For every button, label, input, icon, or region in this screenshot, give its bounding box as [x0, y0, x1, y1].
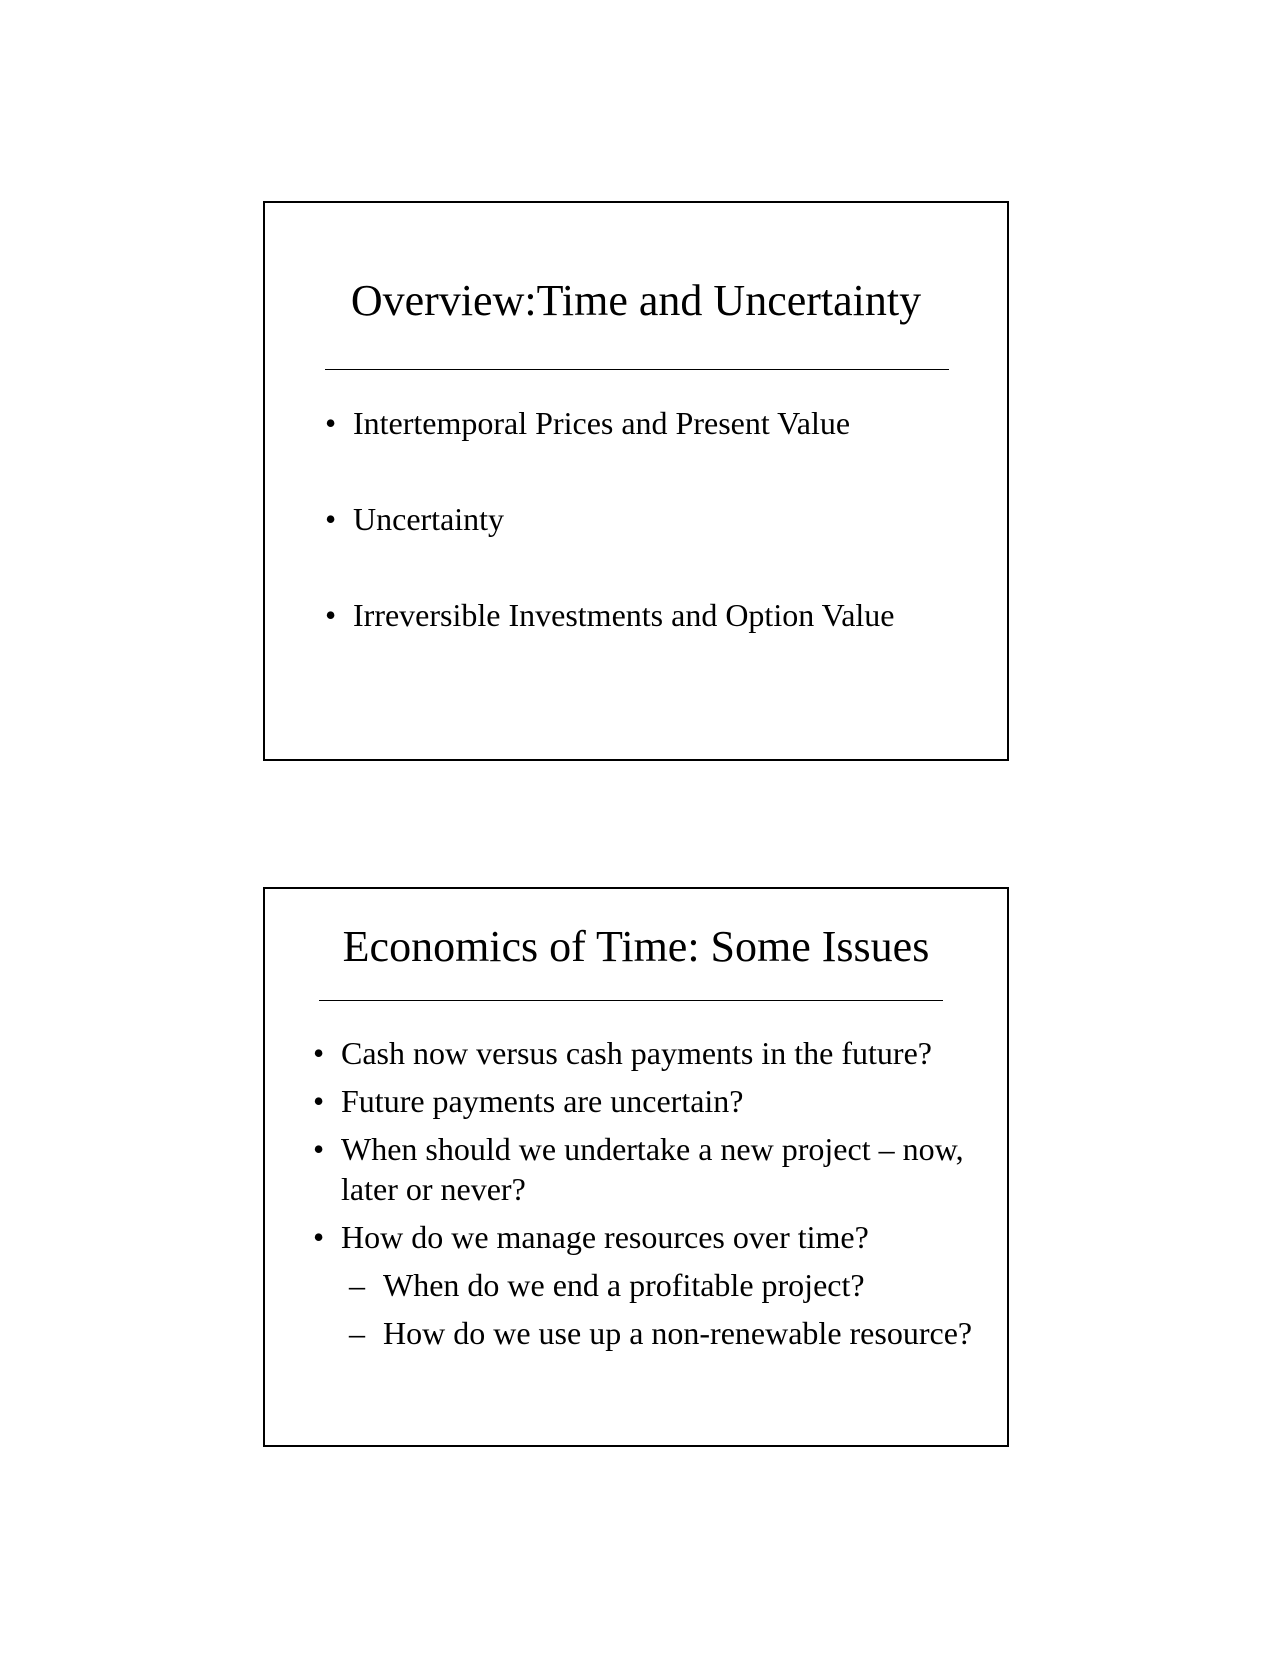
title-divider — [319, 1000, 943, 1001]
bullet-list — [313, 1033, 993, 1361]
sub-bullet-text: When do we end a profitable project? — [383, 1267, 865, 1303]
bullet-icon: • — [325, 501, 337, 537]
bullet-text: Intertemporal Prices and Present Value — [353, 405, 851, 441]
bullet-text: Future payments are uncertain? — [341, 1083, 744, 1119]
bullet-text: How do we manage resources over time? — [341, 1219, 869, 1255]
bullet-icon: • — [313, 1035, 325, 1071]
dash-icon: – — [349, 1315, 365, 1351]
sub-bullet-text: How do we use up a non-renewable resource? — [383, 1315, 973, 1351]
bullet-icon: • — [313, 1131, 325, 1167]
bullet-text: Irreversible Investments and Option Value — [353, 597, 895, 633]
bullet-item — [313, 1217, 993, 1353]
sub-bullet-item — [349, 1265, 993, 1305]
bullet-text: When should we undertake a new project – now, later or never? — [341, 1131, 964, 1207]
bullet-text: Cash now versus cash payments in the future? — [341, 1035, 932, 1071]
sub-bullet-item — [349, 1313, 993, 1353]
slide-title: Economics of Time: Some Issues — [342, 922, 930, 971]
sub-bullet-list — [341, 1265, 993, 1353]
bullet-icon: • — [313, 1083, 325, 1119]
bullet-item — [325, 403, 985, 443]
bullet-icon: • — [313, 1219, 325, 1255]
bullet-item — [313, 1033, 993, 1073]
bullet-item — [325, 499, 985, 539]
bullet-icon: • — [325, 597, 337, 633]
bullet-text: Uncertainty — [353, 501, 505, 537]
bullet-item — [313, 1129, 993, 1209]
slide-overview — [263, 201, 1009, 761]
title-divider — [325, 369, 949, 370]
bullet-list — [325, 403, 985, 691]
bullet-item — [325, 595, 985, 635]
dash-icon: – — [349, 1267, 365, 1303]
bullet-item — [313, 1081, 993, 1121]
bullet-icon: • — [325, 405, 337, 441]
slide-economics-of-time — [263, 887, 1009, 1447]
slide-title: Overview:Time and Uncertainty — [350, 276, 922, 325]
